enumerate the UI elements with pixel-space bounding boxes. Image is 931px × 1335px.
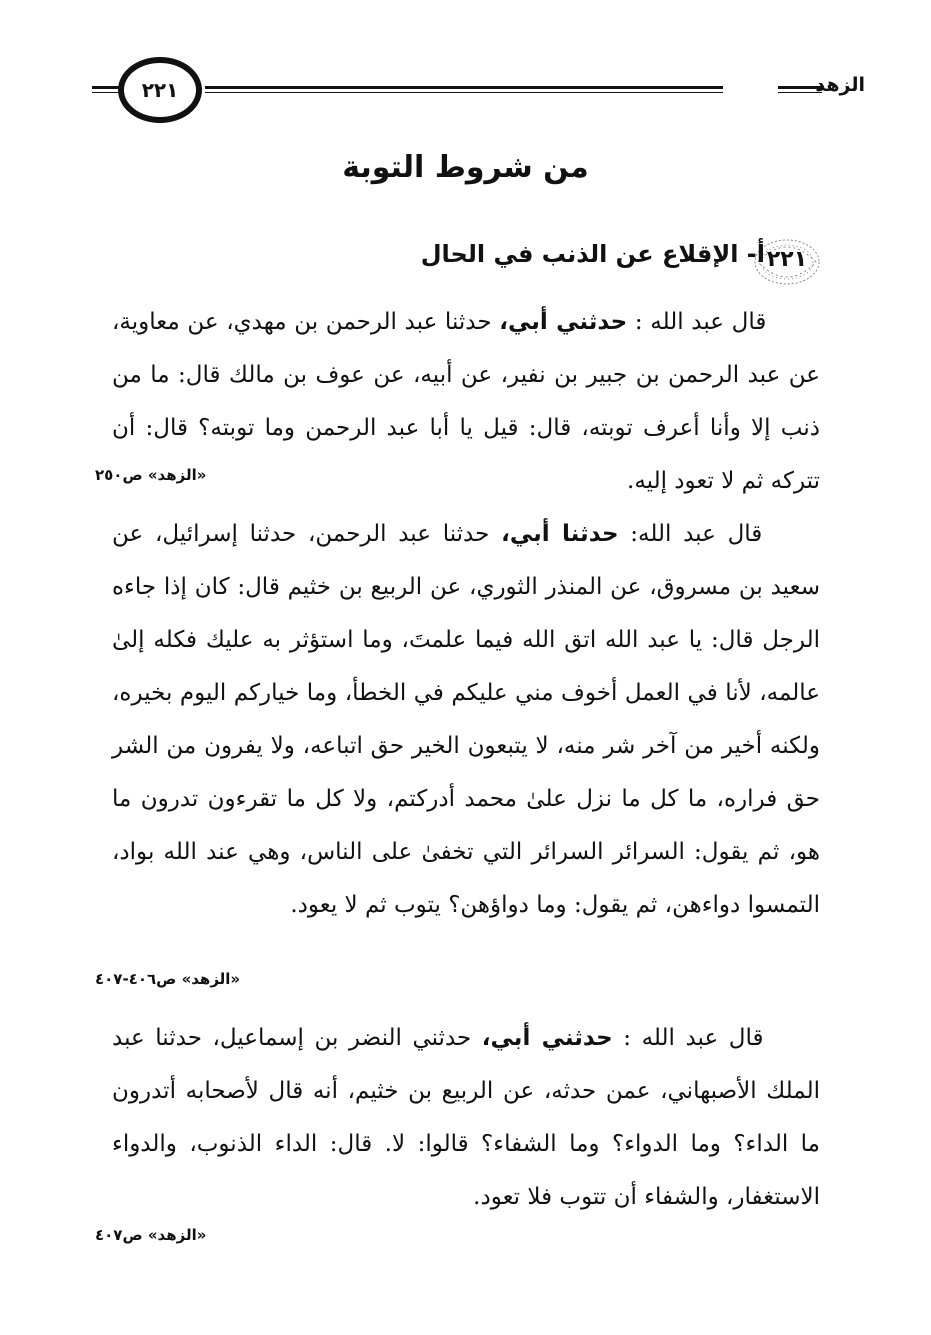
paragraph-1-isnad: حدثني أبي، [499,309,628,335]
paragraph-2-text: حدثنا عبد الرحمن، حدثنا إسرائيل، عن سعيد بن مسروق، عن المنذر الثوري، عن الربيع بن خثيم قال: كان إذا جاءه الرجل قال: يا عبد الله اتق الله فيما علمتَ، وما استؤثر به عليك فكله إلىٰ عالمه، لأنا في العمل أخوف مني عليكم في الخطأ، وما خياركم اليوم بخيره، ولكنه أخير من آخر شر منه، لا يتبعون الخير حق اتباعه، ولا يفرون من الشر حق فراره، ما كل ما نزل علىٰ محمد أدركتم، ولا كل ما تقرءون تدرون ما هو، ثم يقول: السرائر السرائر التي تخفىٰ على الناس، وهي عند الله بواد، التمسوا دواءهن، ثم يقول: وما دواؤهن؟ يتوب ثم لا يعود. [112,521,820,918]
header-rule-left-thin [92,92,120,93]
paragraph-3-isnad: حدثني أبي، [481,1025,613,1051]
paragraph-1-text: حدثنا عبد الرحمن بن مهدي، عن معاوية، عن عبد الرحمن بن جبير بن نفير، عن أبيه، عن عوف بن مالك قال: ما من ذنب إلا وأنا أعرف توبته، قال: قيل يا أبا عبد الرحمن وما توبته؟ قال: أن تتركه ثم لا تعود إليه. [112,309,820,494]
paragraph-3-text: حدثني النضر بن إسماعيل، حدثنا عبد الملك الأصبهاني، عمن حدثه، عن الربيع بن خثيم، أنه قال لأصحابه أتدرون ما الداء؟ وما الدواء؟ وما الشفاء؟ قالوا: لا. قال: الداء الذنوب، والدواء الاستغفار، والشفاء أن تتوب فلا تعود. [112,1025,820,1210]
reference-3: «الزهد» ص٤٠٧ [95,1226,207,1244]
paragraph-2-lead: قال عبد الله: [618,521,763,547]
paragraph-2 [112,508,820,932]
reference-2: «الزهد» ص٤٠٦-٤٠٧ [95,970,241,988]
hadith-number: ٢٢١ [766,247,808,272]
paragraph-1-lead: قال عبد الله : [627,309,767,335]
paragraph-1 [112,296,820,508]
paragraph-3-lead: قال عبد الله : [612,1025,764,1051]
running-title: الزهد [815,74,865,96]
paragraph-3 [112,1012,820,1224]
header-rule-right [205,86,723,89]
page-number: ٢٢١ [118,57,202,123]
header-rule-left [92,86,120,89]
section-title: من شروط التوبة [342,150,589,185]
subheading: أ- الإقلاع عن الذنب في الحال [420,240,765,268]
paragraph-2-isnad: حدثنا أبي، [501,521,619,547]
reference-1: «الزهد» ص٢٥٠ [95,466,207,484]
header-rule-right-thin [205,92,723,93]
